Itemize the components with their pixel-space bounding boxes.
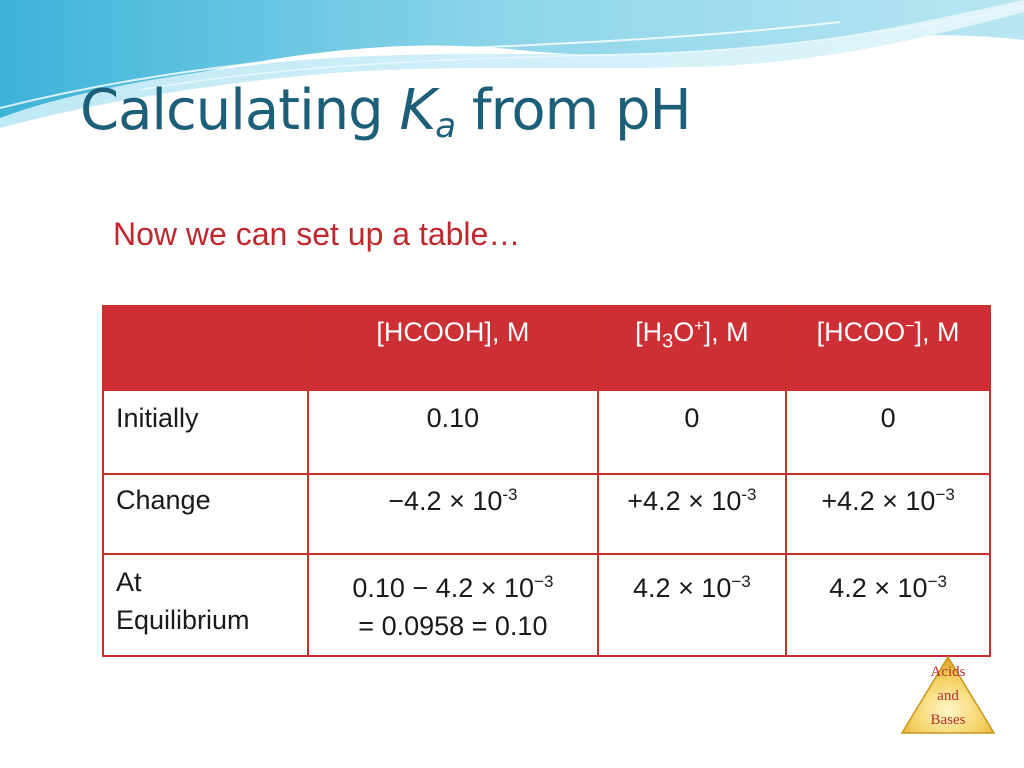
title-main: Calculating: [80, 78, 400, 143]
header-hcooh: [HCOOH], M: [308, 306, 597, 390]
table-row-equilibrium: [103, 554, 990, 656]
title-k: K: [399, 78, 436, 143]
title-tail: from pH: [455, 78, 691, 143]
cell-eq-hcoo: $4.2 \times 10^{-3}$: [786, 554, 990, 656]
badge-line-1: Acids: [930, 664, 966, 680]
cell-change-hcoo: $+4.2 \times 10^{-3}$: [786, 474, 990, 554]
table-row-change: [103, 474, 990, 554]
row-label-change: Change: [103, 474, 308, 554]
title-subscript: a: [435, 106, 456, 146]
badge-line-2: and: [937, 688, 959, 704]
table-header-row: [103, 306, 990, 390]
slide-title: [80, 78, 691, 146]
cell-eq-hcooh: $0.10 - 4.2 \times 10^{-3}$ = 0.0958 = 0.10: [308, 554, 597, 656]
cell-initial-hcoo: 0: [786, 390, 990, 474]
cell-change-hcooh: $-4.2 \times 10^{-3}$: [308, 474, 597, 554]
row-label-equilibrium: At Equilibrium: [103, 554, 308, 656]
cell-initial-h3o: 0: [598, 390, 787, 474]
cell-eq-h3o: $4.2 \times 10^{-3}$: [598, 554, 787, 656]
table-row-initially: [103, 390, 990, 474]
header-blank: [103, 306, 308, 390]
ice-table: [102, 305, 991, 657]
header-h3o: $[H_3O^+]$, M: [598, 306, 787, 390]
cell-initial-hcooh: 0.10: [308, 390, 597, 474]
header-hcoo: [HCOO−], M: [786, 306, 990, 390]
badge-line-3: Bases: [930, 712, 966, 728]
slide-subtitle: Now we can set up a table…: [113, 216, 521, 252]
cell-change-h3o: $+4.2 \times 10^{-3}$: [598, 474, 787, 554]
acids-bases-label[interactable]: [900, 660, 996, 732]
row-label-initially: Initially: [103, 390, 308, 474]
